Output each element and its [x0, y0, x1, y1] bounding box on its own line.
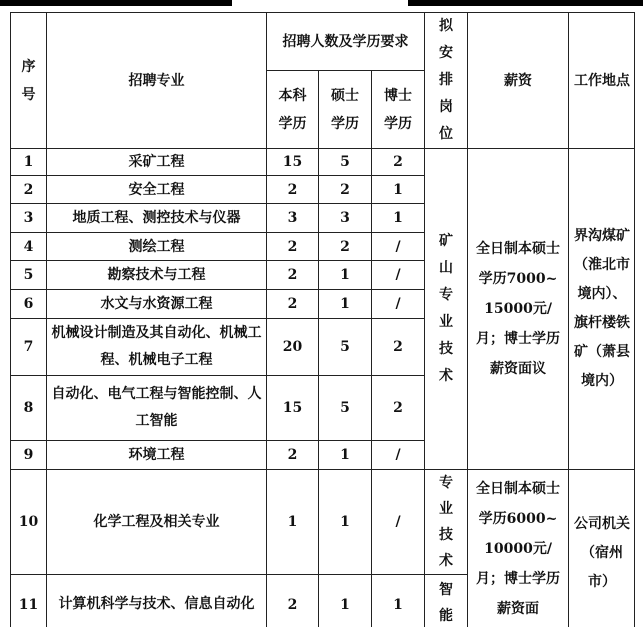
row-major: 机械设计制造及其自动化、机械工程、机械电子工程	[47, 319, 267, 376]
row-bachelor: 1	[267, 470, 319, 575]
header-doctor: 博士学历	[372, 71, 425, 149]
row-bachelor: 3	[267, 204, 319, 233]
header-seq: 序号	[11, 13, 47, 149]
row-major: 安全工程	[47, 176, 267, 204]
row-major: 地质工程、测控技术与仪器	[47, 204, 267, 233]
table-row	[11, 149, 635, 176]
row-doctor: 1	[372, 204, 425, 233]
row-seq: 8	[11, 376, 47, 441]
row-bachelor: 15	[267, 149, 319, 176]
row-master: 2	[319, 233, 372, 261]
row-master: 5	[319, 376, 372, 441]
row-master: 1	[319, 575, 372, 627]
row-doctor: 2	[372, 319, 425, 376]
header-major: 招聘专业	[47, 13, 267, 149]
top-border-bar	[0, 0, 643, 6]
row-major: 环境工程	[47, 441, 267, 470]
header-count-group: 招聘人数及学历要求	[267, 13, 425, 71]
row-seq: 3	[11, 204, 47, 233]
row-seq: 5	[11, 261, 47, 290]
row-bachelor: 2	[267, 176, 319, 204]
row-major: 测绘工程	[47, 233, 267, 261]
row-bachelor: 2	[267, 233, 319, 261]
row-doctor: /	[372, 261, 425, 290]
row-doctor: 1	[372, 176, 425, 204]
group-chem-position: 专业技术	[425, 470, 468, 575]
row-seq: 10	[11, 470, 47, 575]
header-location: 工作地点	[569, 13, 635, 149]
header-position: 拟安排岗位	[425, 13, 468, 149]
header-master: 硕士学历	[319, 71, 372, 149]
row-doctor: /	[372, 441, 425, 470]
row-doctor: /	[372, 470, 425, 575]
row-major: 水文与水资源工程	[47, 290, 267, 319]
group-mining-salary: 全日制本硕士学历7000~15000元/月；博士学历薪资面议	[468, 149, 569, 470]
row-master: 1	[319, 290, 372, 319]
row-doctor: /	[372, 290, 425, 319]
row-major: 自动化、电气工程与智能控制、人工智能	[47, 376, 267, 441]
row-bachelor: 2	[267, 261, 319, 290]
row-seq: 7	[11, 319, 47, 376]
row-bachelor: 20	[267, 319, 319, 376]
group-mining-position: 矿山专业技术	[425, 149, 468, 470]
row-doctor: /	[372, 233, 425, 261]
row-master: 1	[319, 470, 372, 575]
recruitment-table	[10, 12, 635, 627]
row-master: 1	[319, 261, 372, 290]
row-doctor: 2	[372, 149, 425, 176]
row-master: 5	[319, 149, 372, 176]
group-chem-location: 公司机关（宿州市）	[569, 470, 635, 627]
row-bachelor: 2	[267, 290, 319, 319]
row-bachelor: 15	[267, 376, 319, 441]
row-seq: 9	[11, 441, 47, 470]
row-bachelor: 2	[267, 575, 319, 627]
row-doctor: 1	[372, 575, 425, 627]
header-bachelor: 本科学历	[267, 71, 319, 149]
row-doctor: 2	[372, 376, 425, 441]
header-salary: 薪资	[468, 13, 569, 149]
table-row	[11, 470, 635, 575]
row-seq: 1	[11, 149, 47, 176]
row-master: 1	[319, 441, 372, 470]
group-cs-position: 智能	[425, 575, 468, 627]
row-major: 采矿工程	[47, 149, 267, 176]
row-major: 计算机科学与技术、信息自动化	[47, 575, 267, 627]
row-master: 3	[319, 204, 372, 233]
row-major: 化学工程及相关专业	[47, 470, 267, 575]
group-chem-salary: 全日制本硕士学历6000~10000元/月；博士学历薪资面	[468, 470, 569, 627]
row-bachelor: 2	[267, 441, 319, 470]
row-major: 勘察技术与工程	[47, 261, 267, 290]
row-master: 5	[319, 319, 372, 376]
row-seq: 6	[11, 290, 47, 319]
row-seq: 2	[11, 176, 47, 204]
row-seq: 4	[11, 233, 47, 261]
row-master: 2	[319, 176, 372, 204]
group-mining-location: 界沟煤矿（淮北市境内）、旗杆楼铁矿（萧县境内）	[569, 149, 635, 470]
row-seq: 11	[11, 575, 47, 627]
